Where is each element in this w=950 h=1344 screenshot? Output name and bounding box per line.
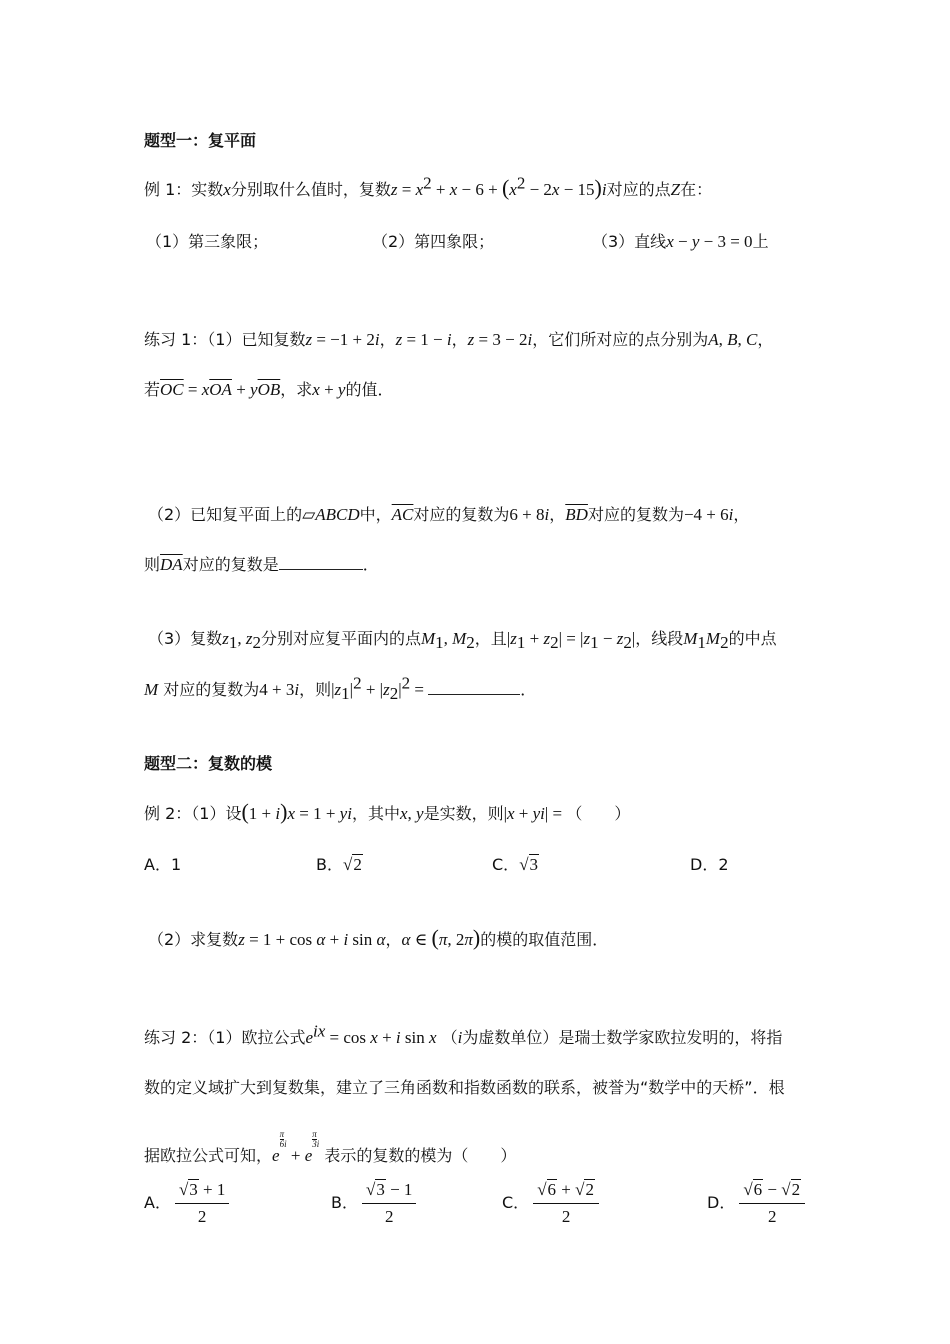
practice-1-line-1: 练习 1：（1）已知复数z = −1 + 2i，z = 1 − i，z = 3 − 2i，它们所对应的点分别为A, B, C， xyxy=(144,330,774,349)
answer-blank[interactable] xyxy=(428,680,520,695)
example-2-option-c[interactable]: C．√3 xyxy=(492,855,539,874)
practice-1-q2-line-2: 则$\overline{DA}$对应的复数是 ． xyxy=(144,555,379,574)
example-1-line: 例 1：实数x分别取什么值时，复数$z = x^2 + x - 6 + (x^2 - 2x - 15)i$对应的点Z在： xyxy=(144,173,713,200)
practice-2-option-c[interactable]: C． $\frac{√6 + √2}{2}$ xyxy=(502,1178,599,1229)
example-1-part-2: （2）第四象限； xyxy=(372,232,495,251)
practice-2-line-2: 数的定义域扩大到复数集，建立了三角函数和指数函数的联系，被誉为“数学中的天桥”．根 xyxy=(144,1078,785,1097)
example-1-part-1: （1）第三象限； xyxy=(146,232,269,251)
practice-2-line-1: 练习 2：（1）欧拉公式$e^{ix} = \cos x + i$ sin x （i为虚数单位）是瑞士数学家欧拉发明的，将指 xyxy=(144,1021,783,1047)
practice-2-option-d[interactable]: D． $\frac{√6 - √2}{2}$ xyxy=(707,1178,805,1229)
example-2-option-b[interactable]: B．√2 xyxy=(316,855,362,874)
example-2-line: 例 2：（1）设(1 + i)x = 1 + yi，其中x, y是实数，则|x + yi| = （ ） xyxy=(144,799,631,824)
example-2-q2-line: （2）求复数z = 1 + cos α + i sin α，α ∈ (π, 2π)的模的取值范围． xyxy=(148,925,609,950)
section-title-modulus: 题型二：复数的模 xyxy=(144,754,273,773)
answer-blank[interactable] xyxy=(279,555,363,570)
practice-1-q2-line-1: （2）已知复平面上的▱ABCD中，$\overline{AC}$对应的复数为6 + 8i，$\overline{BD}$对应的复数为−4 + 6i， xyxy=(148,505,750,524)
practice-1-q3-line-2: M 对应的复数为4 + 3i，则$|z_1|^2 + |z_2|^2$ = ． xyxy=(144,673,537,704)
example-2-option-a[interactable]: A．1 xyxy=(144,855,182,874)
example-2-option-d[interactable]: D．2 xyxy=(690,855,729,874)
section-title-complex-plane: 题型一：复平面 xyxy=(144,131,257,150)
practice-1-line-2: 若$\overline{OC} = x\overline{OA} + y\overline{OB}$，求x + y的值． xyxy=(144,380,394,399)
practice-2-option-b[interactable]: B． $\frac{√3 - 1}{2}$ xyxy=(331,1178,416,1229)
practice-2-line-3: 据欧拉公式可知，e $\frac{\pi}{6}^i + e$ $\frac{\pi}{3}^i$ 表示的复数的模为（ ） xyxy=(144,1129,517,1165)
example-1-part-3: （3）直线x − y − 3 = 0上 xyxy=(592,232,769,251)
practice-2-option-a[interactable]: A． $\frac{√3 + 1}{2}$ xyxy=(144,1178,229,1229)
practice-1-q3-line-1: （3）复数$z_1$, $z_2$分别对应复平面内的点$M_1$, $M_2$，且$|z_1 + z_2| = |z_1 - z_2|$，线段$M_1M_2$的中点 xyxy=(148,629,777,653)
